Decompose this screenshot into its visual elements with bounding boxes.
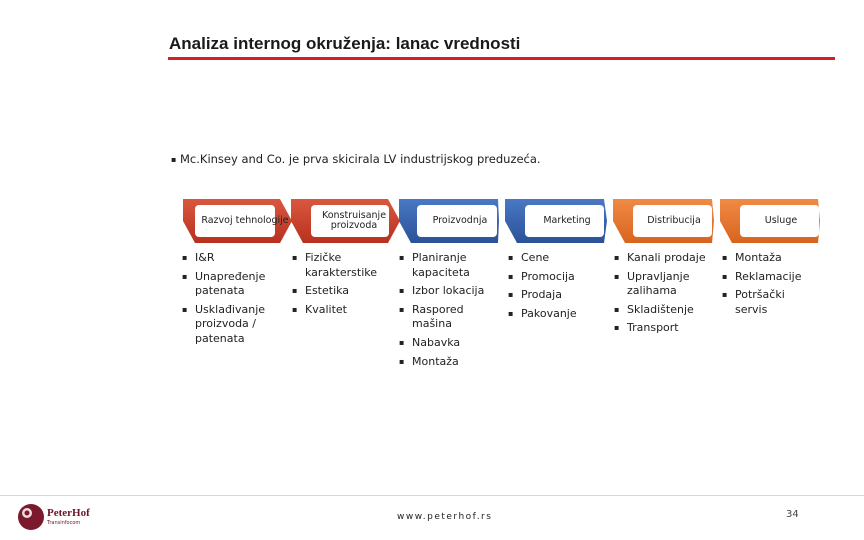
list-item: ▪ Montaža (399, 355, 495, 370)
list-item: ▪ Cene (508, 251, 600, 266)
list-item: ▪ Estetika (292, 284, 384, 299)
stage-label-usluge: Usluge (764, 215, 798, 226)
list-marketing (508, 251, 600, 325)
logo-emblem-icon (17, 500, 47, 534)
list-item: ▪ Nabavka (399, 336, 495, 351)
list-item: ▪ Unapređenje patenata (182, 270, 274, 299)
peterhof-logo (17, 500, 117, 534)
footer-url[interactable]: www.peterhof.rs (397, 512, 493, 522)
stage-label-proizvodnja: Proizvodnja (432, 215, 488, 226)
logo-subtitle: Transinfocom (47, 520, 81, 526)
list-konstruisanje (292, 251, 384, 321)
list-item: ▪ Promocija (508, 270, 600, 285)
stage-label-razvoj: Razvoj tehnologije (201, 215, 289, 226)
stage-label-marketing: Marketing (543, 215, 591, 226)
list-item: ▪ Kanali prodaje (614, 251, 718, 266)
list-item: ▪ Usklađivanje proizvoda / patenata (182, 303, 274, 347)
footer-divider (0, 495, 864, 496)
list-usluge (722, 251, 814, 321)
list-item: ▪ I&R (182, 251, 274, 266)
list-item: ▪ Upravljanje zalihama (614, 270, 718, 299)
page-number: 34 (786, 509, 799, 520)
list-proizvodnja (399, 251, 495, 373)
logo-name: PeterHof (47, 507, 90, 519)
list-item: ▪ Fizičke karakterstike (292, 251, 384, 280)
list-item: ▪ Reklamacije (722, 270, 814, 285)
list-item: ▪ Izbor lokacija (399, 284, 495, 299)
list-item: ▪ Skladištenje (614, 303, 718, 318)
list-razvoj (182, 251, 274, 351)
list-item: ▪ Raspored mašina (399, 303, 495, 332)
list-item: ▪ Prodaja (508, 288, 600, 303)
stage-label-distribucija: Distribucija (647, 215, 701, 226)
list-item: ▪ Potršački servis (722, 288, 814, 317)
intro-text: Mc.Kinsey and Co. je prva skicirala LV industrijskog preduzeća. (180, 152, 541, 166)
list-distribucija (614, 251, 718, 340)
stage-label-konstruisanje: Konstruisanje proizvoda (321, 210, 387, 231)
slide-title: Analiza internog okruženja: lanac vrednosti (169, 34, 521, 53)
list-item: ▪ Transport (614, 321, 718, 336)
bullet-icon: ▪ (171, 155, 177, 164)
list-item: ▪ Montaža (722, 251, 814, 266)
list-item: ▪ Planiranje kapaciteta (399, 251, 495, 280)
list-item: ▪ Kvalitet (292, 303, 384, 318)
list-item: ▪ Pakovanje (508, 307, 600, 322)
